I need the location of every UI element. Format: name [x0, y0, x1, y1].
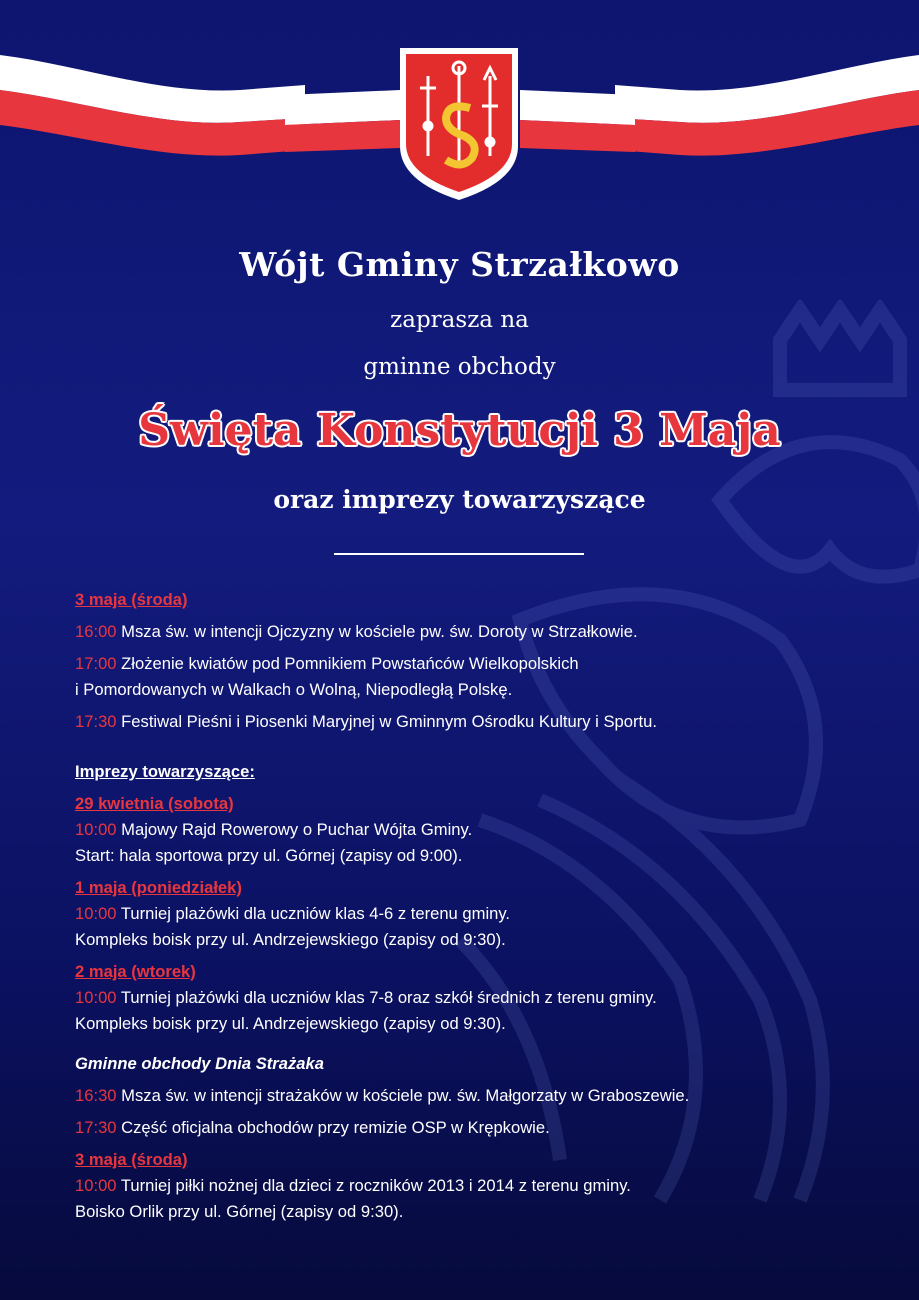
day-date: 1 maja (poniedziałek) [75, 878, 242, 897]
event-text: Majowy Rajd Rowerowy o Puchar Wójta Gminy. [121, 820, 473, 839]
event-text: Turniej plażówki dla uczniów klas 4-6 z terenu gminy. [120, 904, 511, 923]
event-title: Święta Konstytucji 3 Maja [138, 405, 781, 456]
event-text: Msza św. w intencji strażaków w kościele pw. św. Małgorzaty w Graboszewie. [121, 1086, 690, 1105]
list-item [75, 1083, 875, 1109]
event-text: Część oficjalna obchodów przy remizie OSP w Krępkowie. [121, 1118, 550, 1137]
event-text-continued: Boisko Orlik przy ul. Górnej (zapisy od 9:30). [75, 1202, 404, 1221]
day-date: 2 maja (wtorek) [75, 962, 196, 981]
celebrations-text: gminne obchody [363, 354, 556, 380]
event-text-continued: Kompleks boisk przy ul. Andrzejewskiego (zapisy od 9:30). [75, 930, 506, 949]
list-item [75, 901, 875, 927]
event-text: Złożenie kwiatów pod Pomnikiem Powstańców Wielkopolskich [121, 654, 579, 673]
event-text-continued: Kompleks boisk przy ul. Andrzejewskiego (zapisy od 9:30). [75, 1014, 506, 1033]
main-day-date: 3 maja (środa) [75, 590, 188, 609]
event-time: 16:00 [75, 622, 117, 641]
event-time: 10:00 [75, 904, 117, 923]
organizer-heading: Wójt Gminy Strzałkowo [239, 245, 680, 284]
event-text-continued: i Pomordowanych w Walkach o Wolną, Niepodległą Polskę. [75, 680, 513, 699]
event-text: Turniej piłki nożnej dla dzieci z roczników 2013 i 2014 z terenu gminy. [120, 1176, 631, 1195]
accompanying-events-heading: oraz imprezy towarzyszące [273, 485, 646, 514]
event-time: 17:30 [75, 712, 117, 731]
event-text-continued: Start: hala sportowa przy ul. Górnej (zapisy od 9:00). [75, 846, 463, 865]
event-time: 10:00 [75, 988, 117, 1007]
event-text: Festiwal Pieśni i Piosenki Maryjnej w Gminnym Ośrodku Kultury i Sportu. [121, 712, 657, 731]
accompanying-events-title: Imprezy towarzyszące: [75, 762, 255, 781]
event-time: 17:00 [75, 654, 117, 673]
event-text: Msza św. w intencji Ojczyzny w kościele pw. św. Doroty w Strzałkowie. [121, 622, 638, 641]
list-item [75, 1115, 875, 1141]
firefighters-day-title: Gminne obchody Dnia Strażaka [75, 1054, 324, 1073]
list-item [75, 709, 875, 735]
event-text: Turniej plażówki dla uczniów klas 7-8 oraz szkół średnich z terenu gminy. [120, 988, 657, 1007]
event-time: 17:30 [75, 1118, 117, 1137]
day-date: 29 kwietnia (sobota) [75, 794, 234, 813]
list-item [75, 1173, 875, 1199]
list-item [75, 651, 875, 677]
invite-text: zaprasza na [390, 307, 529, 333]
event-time: 10:00 [75, 820, 117, 839]
event-time: 10:00 [75, 1176, 117, 1195]
day-date: 3 maja (środa) [75, 1150, 188, 1169]
list-item [75, 619, 875, 645]
coat-of-arms-icon [398, 46, 520, 202]
program-list [75, 587, 875, 1225]
event-time: 16:30 [75, 1086, 117, 1105]
list-item [75, 817, 875, 843]
divider [334, 553, 584, 555]
list-item [75, 985, 875, 1011]
